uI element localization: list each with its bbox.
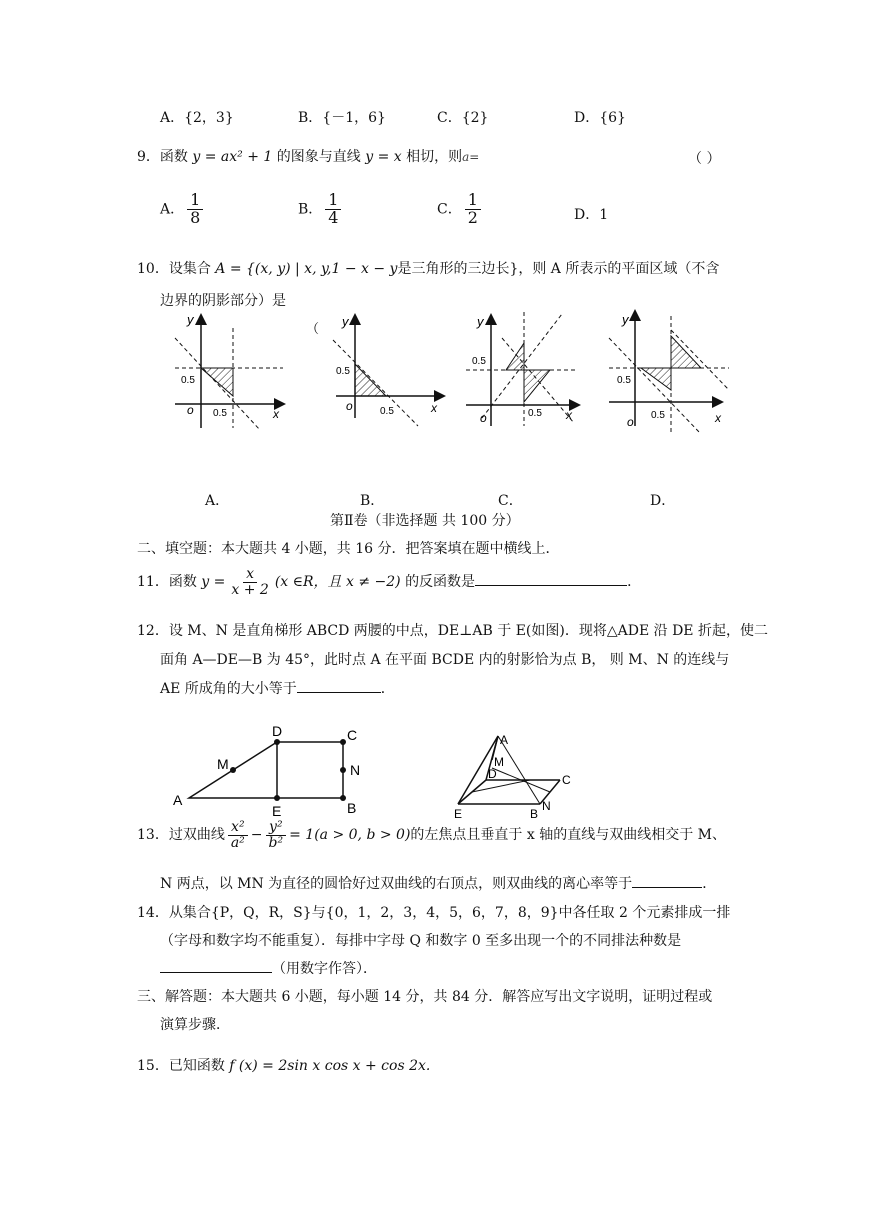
fig2-label-m: M bbox=[494, 755, 504, 769]
q10-graph-a bbox=[165, 308, 295, 433]
section2-title: 第Ⅱ卷（非选择题 共 100 分） bbox=[330, 513, 520, 529]
q13-line2: N 两点，以 MN 为直径的圆恰好过双曲线的右顶点，则双曲线的离心率等于 ． bbox=[160, 876, 717, 892]
q9-number: 9． bbox=[137, 149, 160, 165]
q9-option-c: C． $\frac{1}{2}$ bbox=[437, 192, 484, 227]
graph-d-x-half: 0.5 bbox=[651, 410, 665, 421]
q10-graph-d bbox=[605, 306, 735, 436]
q8-option-d: D．{6} bbox=[574, 110, 626, 126]
q10-option-b: B． bbox=[360, 493, 385, 509]
graph-c-origin-label: o bbox=[480, 411, 487, 425]
q12-line2: 面角 A—DE—B 为 45°，此时点 A 在平面 BCDE 内的射影恰为点 B， 则 M、N 的连线与 bbox=[160, 652, 730, 668]
q9-option-b: B． $\frac{1}{4}$ bbox=[298, 192, 344, 227]
q10-stem-line1: 10．设集合 A = {(x, y) | x, y,1 − x − y是三角形的三边长}，则 A 所表示的平面区域（不含 bbox=[137, 261, 720, 277]
q15-formula: f (x) = 2sin x cos x + cos 2x. bbox=[229, 1058, 431, 1074]
graph-d-y-half: 0.5 bbox=[617, 375, 631, 386]
graph-b-x-label: x bbox=[431, 401, 437, 415]
graph-a-x-half: 0.5 bbox=[213, 408, 227, 419]
fig1-label-m: M bbox=[217, 756, 229, 772]
graph-c-y-label: y bbox=[477, 314, 484, 329]
q9-option-a: A． $\frac{1}{8}$ bbox=[160, 192, 206, 227]
q10-option-a: A． bbox=[205, 493, 230, 509]
q10-option-d: D． bbox=[650, 493, 676, 509]
q10-formula: A = {(x, y) | x, y,1 − x − y bbox=[215, 261, 398, 277]
q9-middle: 的图象与直线 bbox=[276, 149, 361, 165]
fig2-label-d: D bbox=[488, 767, 497, 781]
q10-stray-paren: （ bbox=[306, 322, 320, 337]
section3-heading-line1: 三、解答题：本大题共 6 小题，每小题 14 分，共 84 分．解答应写出文字说明，证明过程或 bbox=[137, 989, 713, 1005]
q10-graph-b bbox=[328, 308, 453, 433]
fig2-label-n: N bbox=[542, 799, 551, 813]
q12-folded-figure bbox=[450, 728, 580, 823]
graph-a-x-label: x bbox=[273, 407, 279, 421]
fig2-label-e: E bbox=[454, 807, 463, 821]
q12-trapezoid-figure bbox=[165, 720, 380, 820]
q8-option-c: C．{2} bbox=[437, 110, 489, 126]
fig1-label-n: N bbox=[350, 762, 361, 778]
graph-d-origin-label: o bbox=[627, 415, 634, 429]
q14-line2: （字母和数字均不能重复）．每排中字母 Q 和数字 0 至多出现一个的不同排法种数是 bbox=[160, 933, 682, 949]
fig1-label-e: E bbox=[272, 803, 282, 819]
q13-answer-blank[interactable] bbox=[632, 887, 702, 888]
section3-heading-line2: 演算步骤． bbox=[160, 1017, 230, 1033]
graph-b-x-half: 0.5 bbox=[380, 406, 394, 417]
q10-graph-c bbox=[462, 308, 587, 433]
q9-var: a= bbox=[462, 150, 480, 164]
q9-answer-bracket: （ ） bbox=[688, 151, 721, 167]
fig1-label-a: A bbox=[173, 792, 183, 808]
q9-stem bbox=[137, 146, 479, 166]
fig2-label-b: B bbox=[530, 807, 539, 821]
graph-a-y-half: 0.5 bbox=[181, 375, 195, 386]
section2-heading: 二、填空题：本大题共 4 小题，共 16 分．把答案填在题中横线上． bbox=[137, 541, 560, 557]
fig2-label-a: A bbox=[500, 733, 509, 747]
graph-c-x-label: x bbox=[566, 408, 572, 422]
fig2-label-c: C bbox=[562, 773, 571, 787]
q14-line1: 14．从集合{P，Q，R，S}与{0，1，2，3，4，5，6，7，8，9}中各任取 2 个元素排成一排 bbox=[137, 905, 731, 921]
graph-b-y-label: y bbox=[342, 314, 349, 329]
graph-b-origin-label: o bbox=[346, 399, 353, 413]
q11-stem: 11．函数 y = $\frac{x}{x + 2}$ (x ∈R，且 x ≠ −2) 的反函数是 ． bbox=[137, 566, 642, 598]
q9-formula: y = ax² + 1 bbox=[192, 149, 273, 165]
q10-option-c: C． bbox=[498, 493, 523, 509]
q11-answer-blank[interactable] bbox=[475, 585, 627, 586]
q12-line1: 12．设 M、N 是直角梯形 ABCD 两腰的中点，DE⊥AB 于 E(如图)．现将△ADE 沿 DE 折起，使二 bbox=[137, 623, 768, 639]
q13-line1: 13．过双曲线 $\frac{\text{x²}}{\text{a²}}$ − $\frac{\text{y²}}{\text{b²}}$ = 1(a > 0, b > 0)的左焦点且垂直于 x 轴的直线与双曲线相交于 M、 bbox=[137, 819, 726, 851]
graph-a-origin-label: o bbox=[187, 403, 194, 417]
q12-answer-blank[interactable] bbox=[297, 692, 381, 693]
graph-d-x-label: x bbox=[715, 411, 721, 425]
q8-option-a: A．{2，3} bbox=[160, 110, 234, 126]
fig1-label-d: D bbox=[272, 723, 283, 739]
fig1-label-c: C bbox=[347, 727, 358, 743]
graph-b-y-half: 0.5 bbox=[336, 366, 350, 377]
graph-c-y-half: 0.5 bbox=[472, 356, 486, 367]
q9-prefix: 函数 bbox=[159, 149, 188, 165]
q8-option-b: B．{－1，6} bbox=[298, 110, 386, 126]
graph-a-y-label: y bbox=[187, 312, 194, 327]
q12-line3: AE 所成角的大小等于 ． bbox=[160, 681, 395, 697]
q9-option-d: D．1 bbox=[574, 207, 609, 223]
q10-stem-line2: 边界的阴影部分）是 bbox=[160, 293, 286, 309]
q9-suffix: 相切，则 bbox=[406, 149, 463, 165]
graph-d-y-label: y bbox=[622, 312, 629, 327]
q15-stem: 15．已知函数 f (x) = 2sin x cos x + cos 2x. bbox=[137, 1058, 431, 1074]
q9-formula2: y = x bbox=[365, 149, 402, 165]
fig1-label-b: B bbox=[347, 800, 357, 816]
q14-answer-blank[interactable] bbox=[160, 972, 272, 973]
q14-line3: （用数字作答）． bbox=[160, 958, 377, 978]
graph-c-x-half: 0.5 bbox=[528, 408, 542, 419]
